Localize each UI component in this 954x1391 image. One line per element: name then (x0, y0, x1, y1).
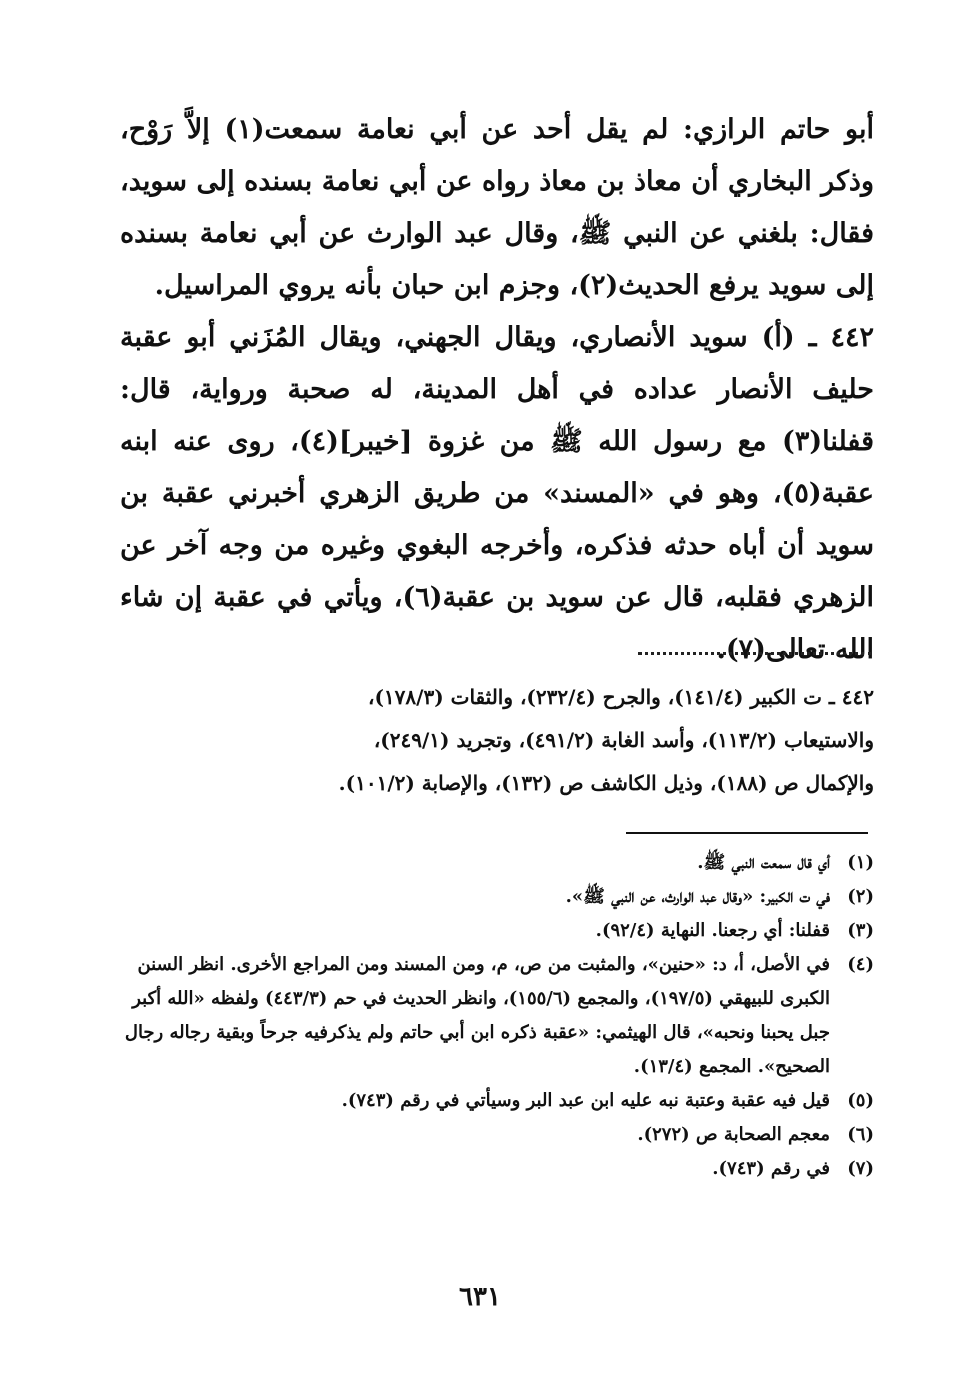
footnote-item (110, 914, 874, 948)
footnote-item (110, 948, 874, 1084)
footnote-number: (٧) (847, 1158, 874, 1179)
footnote-text: قفلنا: أي رجعنا. النهاية (٩٢/٤). (595, 920, 830, 941)
footnote-text: معجم الصحابة ص (٢٧٢). (637, 1124, 830, 1145)
footnote-text: في رقم (٧٤٣). (712, 1158, 830, 1179)
footnote-item (110, 1118, 874, 1152)
footnote-text: أي قال سمعت النبي ﷺ. (697, 852, 830, 873)
footnote-number: (٤) (847, 954, 874, 975)
footnote-item (110, 846, 874, 880)
footnote-text: قيل فيه عقبة وعتبة نبه عليه ابن عبد البر وسيأتي في رقم (٧٤٣). (341, 1090, 830, 1111)
bibliography-line: والإكمال ص (١٨٨)، وذيل الكاشف ص (١٣٢)، والإصابة (١٠١/٢). (338, 771, 874, 795)
page-number: ٦٣١ (459, 1282, 501, 1312)
footnote-text: في الأصل، أ، د: «حنين»، والمثبت من ص، م، ومن المسند ومن المراجع الأخرى. انظر السنن الكبرى للبيهقي (١٩٧/٥)، والمجمع (١٥٥/٦)، وانظر الحديث في حم (٤٤٣/٣) ولفظه «الله أكبر جبل يحبنا ونحبه»، قال الهيثمي: «عقبة ذكره ابن أبي حاتم ولم يذكرفيه جرحاً وبقية رجاله رجال الصحيح». المجمع (١٣/٤). (124, 954, 830, 1077)
bibliography-line: والاستيعاب (١١٣/٢)، وأسد الغابة (٤٩١/٢)، وتجريد (٢٤٩/١)، (373, 728, 874, 752)
bibliography-block (110, 676, 874, 805)
footnote-item (110, 880, 874, 914)
footnote-text: في ت الكبير: «وقال عبد الوارث، عن النبي ﷺ». (565, 886, 830, 907)
footnote-number: (٥) (847, 1090, 874, 1111)
main-text (120, 104, 874, 676)
footnote-item (110, 1084, 874, 1118)
dotted-separator (638, 652, 872, 655)
main-paragraph-2-entry-442: ٤٤٢ ـ (أ) سويد الأنصاري، ويقال الجهني، ويقال المُزَني أبو عقبة حليف الأنصار عداده في أهل المدينة، له صحبة ورواية، قال: قفلنا(٣) مع رسول الله ﷺ من غزوة [خيبر](٤)، روى عنه ابنه عقبة(٥)، وهو في «المسند» من طريق الزهري أخبرني عقبة بن سويد أن أباه حدثه فذكره، وأخرجه البغوي وغيره من وجه آخر عن الزهري فقلبه، قال عن سويد بن عقبة(٦)، ويأتي في عقبة إن شاء الله تعالى(٧). (120, 322, 875, 665)
footnote-rule (626, 832, 868, 834)
footnote-number: (٢) (847, 886, 874, 907)
footnote-number: (٦) (847, 1124, 874, 1145)
footnote-number: (٣) (847, 920, 874, 941)
main-paragraph-1: أبو حاتم الرازي: لم يقل أحد عن أبي نعامة سمعت(١) إلاَّ رَوْح، وذكر البخاري أن معاذ بن معاذ رواه عن أبي نعامة بسنده إلى سويد، فقال: بلغني عن النبي ﷺ، وقال عبد الوارث عن أبي نعامة بسنده إلى سويد يرفع الحديث(٢)، وجزم ابن حبان بأنه يروي المراسيل. (120, 114, 874, 301)
footnote-item (110, 1152, 874, 1186)
bibliography-line: ٤٤٢ ـ ت الكبير (١٤١/٤)، والجرح (٢٣٢/٤)، والثقات (١٧٨/٣)، (368, 685, 874, 709)
footnote-number: (١) (847, 852, 874, 873)
footnotes-list (110, 846, 874, 1186)
